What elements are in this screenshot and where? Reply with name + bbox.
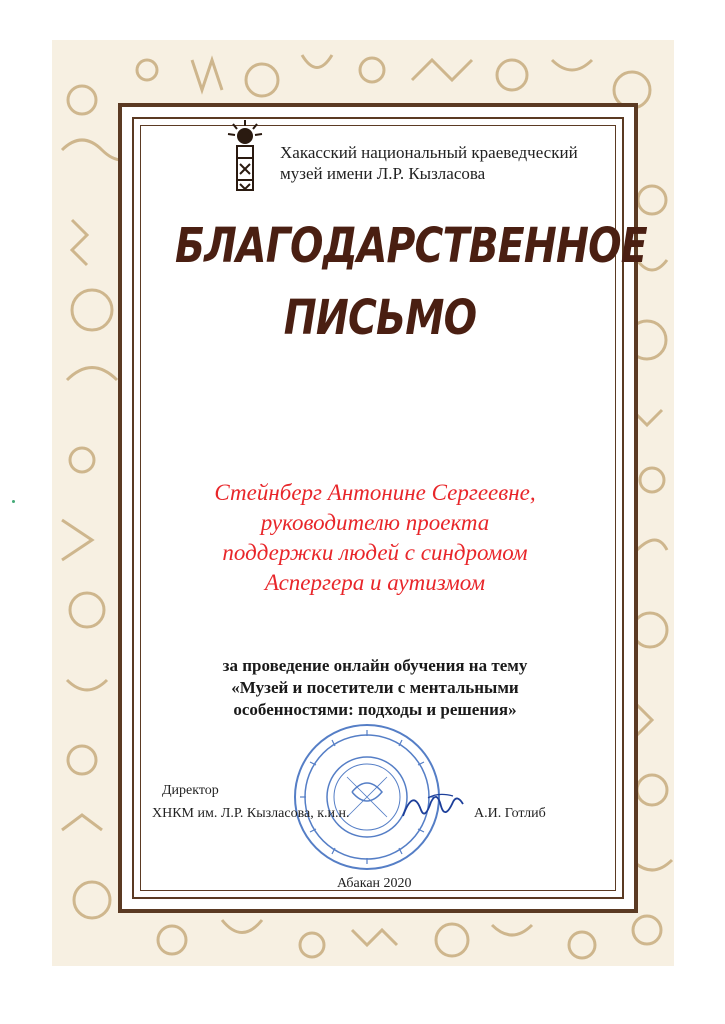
sun-figure-emblem-icon xyxy=(220,118,270,198)
reason-line-1: за проведение онлайн обучения на тему xyxy=(222,656,528,675)
museum-name xyxy=(280,142,600,184)
place-and-year: Абакан 2020 xyxy=(337,876,412,891)
signatory-name: А.И. Готлиб xyxy=(474,806,546,821)
recipient-line-2: руководителю проекта xyxy=(260,510,490,535)
museum-name-line-1: Хакасский национальный краеведческий xyxy=(280,143,578,162)
document-title-line-2: ПИСЬМО xyxy=(283,290,477,346)
scan-speck xyxy=(12,500,15,503)
reason-block xyxy=(140,655,610,721)
document-title-line-1: БЛАГОДАРСТВЕННОЕ xyxy=(175,218,647,274)
reason-line-2: «Музей и посетители с ментальными xyxy=(231,678,519,697)
recipient-line-3: поддержки людей с синдромом xyxy=(222,540,528,565)
signatory-position: Директор xyxy=(162,783,219,798)
reason-line-3: особенностями: подходы и решения» xyxy=(233,700,517,719)
signatory-organization: ХНКМ им. Л.Р. Кызласова, к.и.н. xyxy=(152,806,350,821)
recipient-block xyxy=(140,478,610,598)
recipient-line-4: Аспергера и аутизмом xyxy=(264,570,486,595)
museum-name-line-2: музей имени Л.Р. Кызласова xyxy=(280,164,486,183)
handwritten-signature xyxy=(398,786,468,826)
recipient-line-1: Стейнберг Антонине Сергеевне, xyxy=(214,480,536,505)
